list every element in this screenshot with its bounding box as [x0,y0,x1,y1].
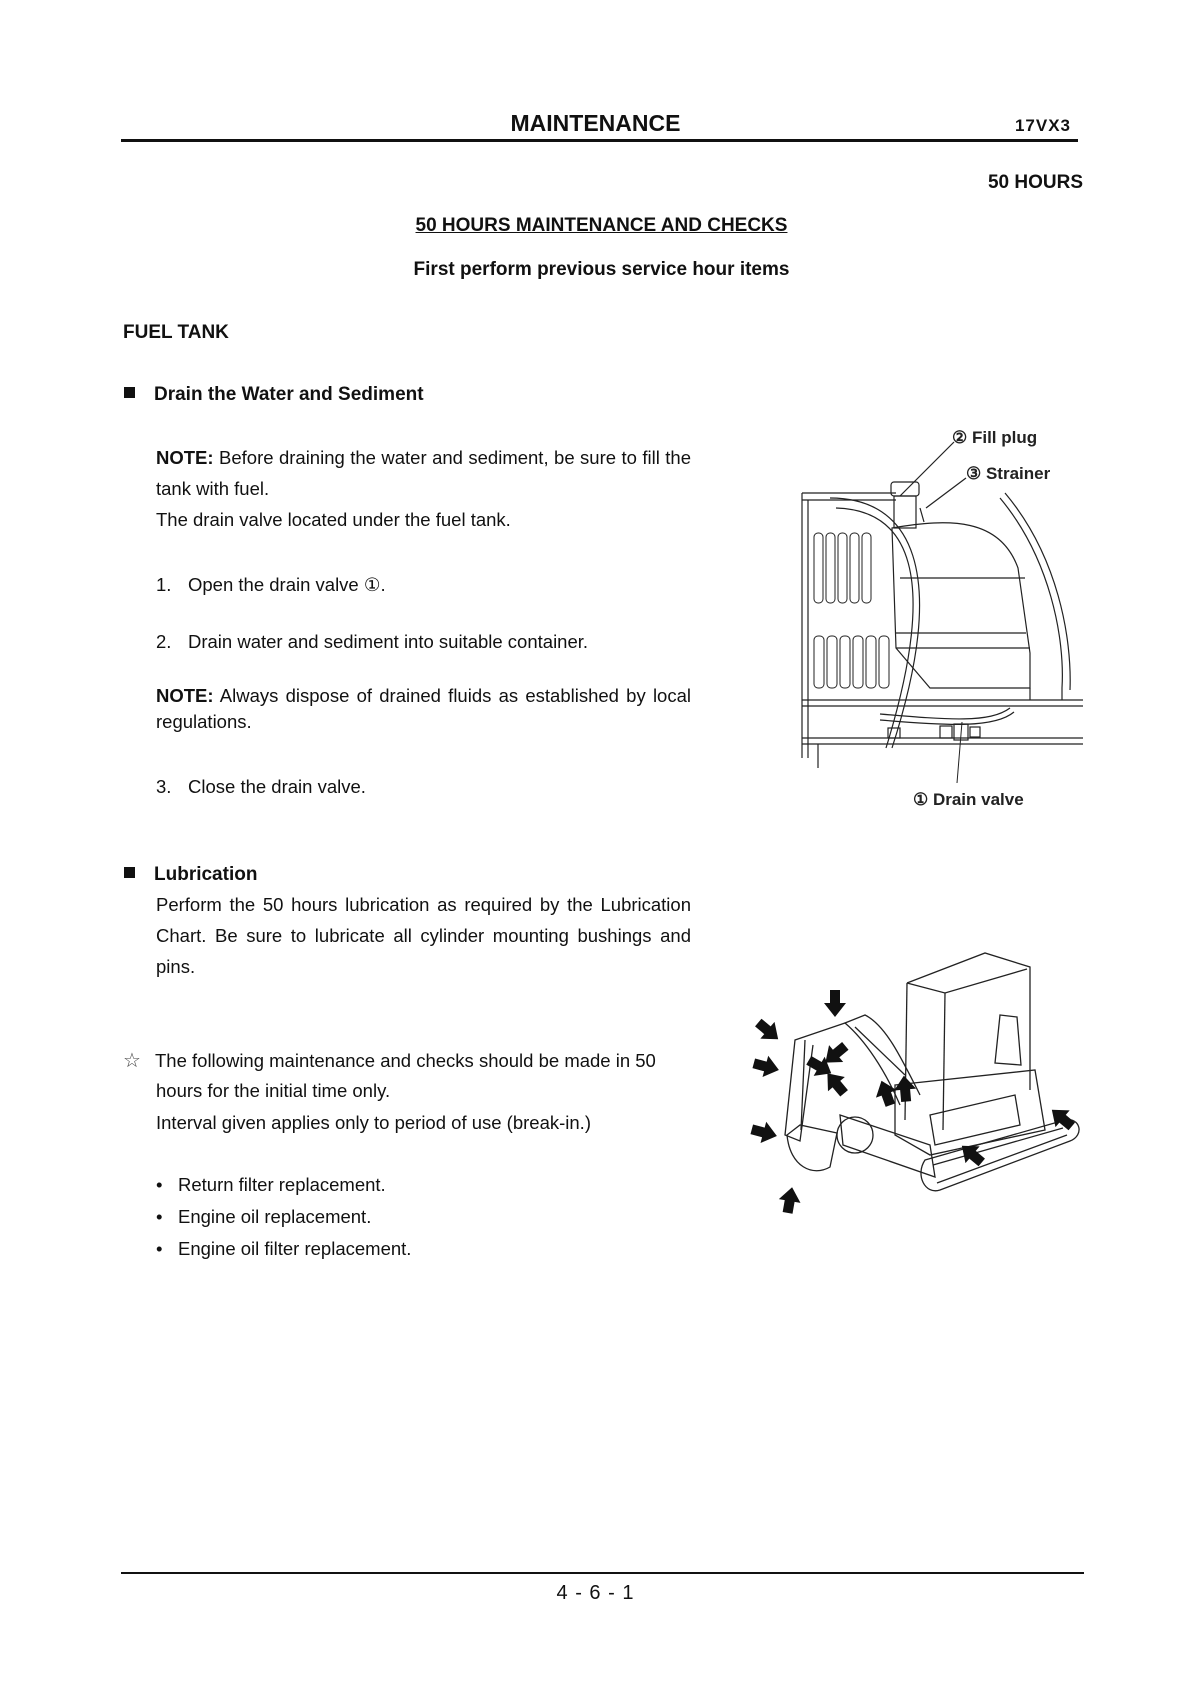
lubrication-heading: Lubrication [124,864,257,886]
section-tag: 50 HOURS [987,172,1083,193]
fuel-tank-heading: FUEL TANK [123,322,229,343]
lubrication-text: Perform the 50 hours lubrication as required by the Lubrication Chart. Be sure to lubricate all cylinder mounting bushings and pins. [156,894,691,977]
strainer-label: ③ Strainer [966,464,1051,483]
break-in-note-line3: Interval given applies only to period of use (break-in.) [156,1112,591,1133]
excavator-lubrication-illustration [745,945,1090,1265]
note-dispose: NOTE: Always dispose of drained fluids as established by local regulations. [156,685,691,732]
list-item: • Return filter replacement. [156,1174,386,1195]
page-title: 50 HOURS MAINTENANCE AND CHECKS [415,215,788,236]
fill-plug-label: ② Fill plug [952,428,1038,447]
model-code: 17VX3 [1014,116,1071,135]
fuel-tank-illustration [800,438,1085,783]
note-fill-tank: NOTE: Before draining the water and sediment, be sure to fill the tank with fuel. The drain valve located under the fuel tank. [156,447,691,530]
page-header-title: MAINTENANCE [510,110,681,136]
square-bullet-icon [124,867,135,878]
break-in-note-line2: hours for the initial time only. [156,1080,391,1101]
page-subtitle: First perform previous service hour items [413,259,790,280]
drain-valve-label: ① Drain valve [913,790,1024,809]
list-item: • Engine oil replacement. [156,1206,372,1227]
list-item: • Engine oil filter replacement. [156,1238,412,1259]
square-bullet-icon [124,387,135,398]
footer-rule [121,1572,1084,1574]
page-number: 4 - 6 - 1 [556,1582,635,1604]
header-rule [121,139,1078,142]
step-3: 3. Close the drain valve. [156,776,366,797]
star-icon: ☆ [123,1050,141,1072]
drain-heading: Drain the Water and Sediment [124,384,424,406]
step-1: 1. Open the drain valve ①. [156,574,386,595]
break-in-note: ☆ The following maintenance and checks should be made in 50 [123,1050,656,1072]
step-2: 2. Drain water and sediment into suitable container. [156,631,589,652]
